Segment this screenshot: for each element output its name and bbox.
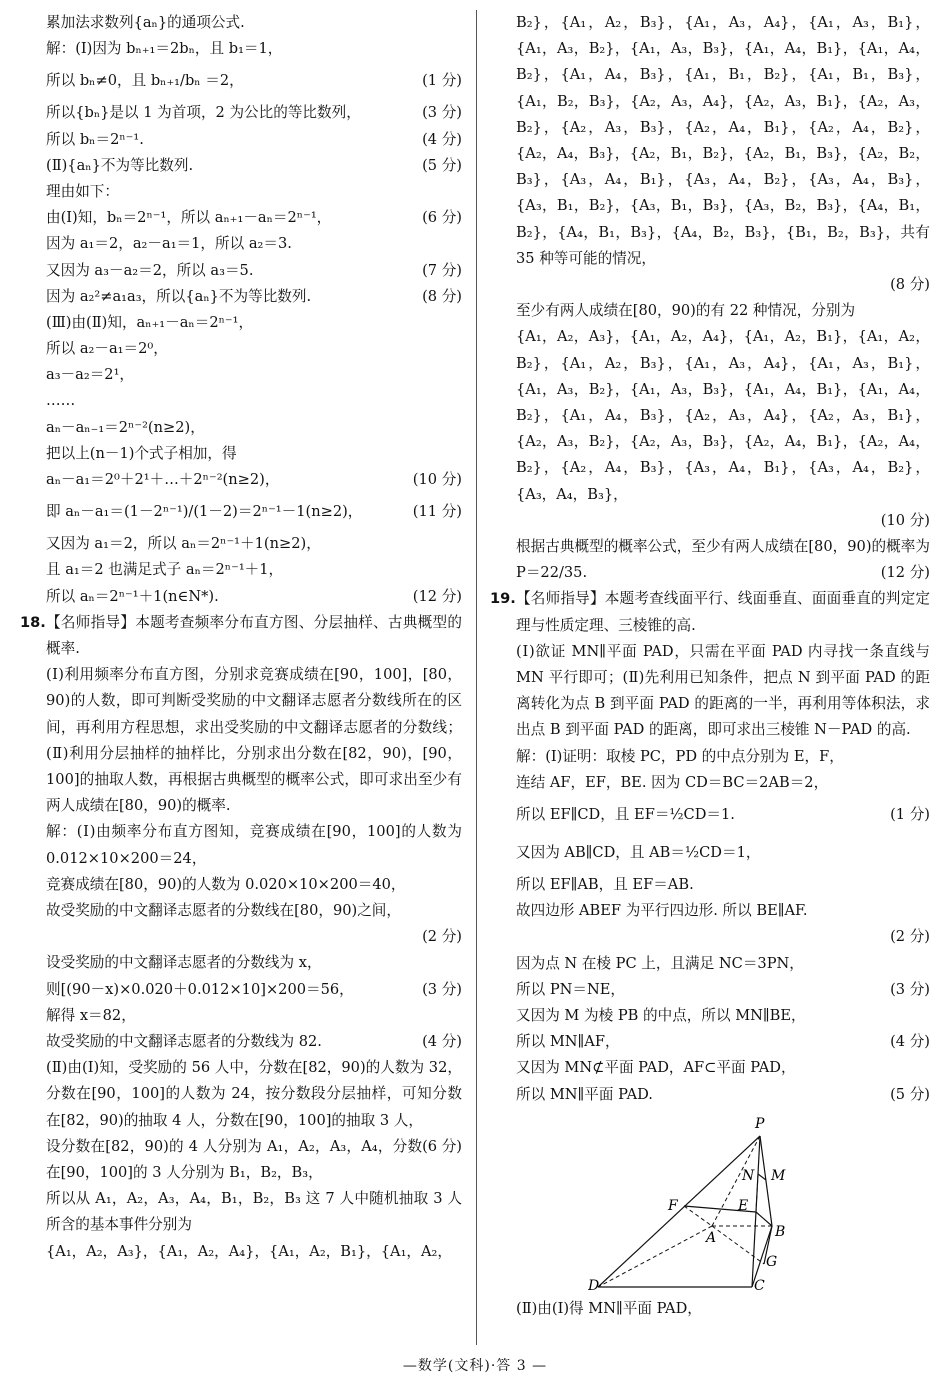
text-line [20, 1186, 462, 1238]
text-line [490, 639, 930, 744]
text-line [20, 100, 462, 126]
score-marker: (3 分) [890, 980, 930, 998]
text-line [490, 770, 930, 796]
text-line [490, 951, 930, 977]
text-line [20, 310, 462, 336]
text-line [20, 231, 462, 257]
line-text: 又因为 MN⊄平面 PAD，AF⊂平面 PAD， [516, 1059, 796, 1077]
text-line [20, 610, 462, 662]
segment-AG [712, 1226, 764, 1264]
line-text: 即 aₙ－a₁＝(1－2ⁿ⁻¹)/(1－2)＝2ⁿ⁻¹－1(n≥2)， [46, 503, 363, 521]
text-line [20, 531, 462, 557]
line-text: 根据古典概型的概率公式，至少有两人成绩在[80，90)的概率为 P＝22/35. [516, 538, 930, 582]
text-line [20, 179, 462, 205]
after-figure-line: (Ⅱ)由(Ⅰ)得 MN∥平面 PAD， [516, 1299, 702, 1317]
pyramid-figure [588, 1114, 788, 1292]
line-text: 理由如下： [46, 182, 119, 200]
line-text: 所以 bₙ＝2ⁿ⁻¹. [46, 130, 144, 148]
text-line [20, 258, 462, 284]
text-line [490, 272, 930, 298]
line-text: {A₁，A₂，A₃}，{A₁，A₂，A₄}，{A₁，A₂，B₁}，{A₁，A₂，B₂}，{A₁，A₂，B₃}，{A₁，A₃，A₄}，{A₁，A₃，B₁}，{A₁，A₃，B₂}，{A₁，A₃，B₃}，{A₁，A₄，B₁}，{A₁，A₄，B₂}，{A₁，A₄，B₃}，{A₂，A₃，A₄}，{A₂，A₃，B₁}，{A₂，A₃，B₂}，{A₂，A₃，B₃}，{A₂，A₄，B₁}，{A₂，A₄，B₂}，{A₂，A₄，B₃}，{A₃，A₄，B₁}，{A₃，A₄，B₂}，{A₃，A₄，B₃}， [516, 328, 930, 503]
line-text: 所以从 A₁，A₂，A₃，A₄，B₁，B₂，B₃ 这 7 人中随机抽取 3 人所含的基本事件分别为 [46, 1190, 462, 1234]
text-line [20, 977, 462, 1003]
text-line [490, 324, 930, 507]
text-line [20, 557, 462, 583]
line-text: 设受奖励的中文翻译志愿者的分数线为 x， [46, 954, 322, 972]
text-line [20, 415, 462, 441]
text-line [20, 205, 462, 231]
score-marker: (7 分) [422, 261, 462, 279]
line-text: 把以上(n－1)个式子相加，得 [46, 444, 237, 462]
text-line [490, 898, 930, 924]
column-divider [476, 10, 477, 1345]
line-text: 因为点 N 在棱 PC 上，且满足 NC＝3PN， [516, 954, 804, 972]
line-text: 又因为 a₁＝2，所以 aₙ＝2ⁿ⁻¹＋1(n≥2)， [46, 535, 321, 553]
line-text: 故四边形 ABEF 为平行四边形. 所以 BE∥AF. [516, 902, 808, 920]
label-M: M [771, 1167, 786, 1184]
score-marker: (10 分) [880, 511, 930, 529]
line-text: 解：(Ⅰ)证明：取棱 PC，PD 的中点分别为 E，F， [516, 747, 844, 765]
line-text: …… [46, 392, 76, 410]
line-text: 所以 EF∥CD，且 EF＝½CD＝1. [516, 806, 735, 824]
line-text: aₙ－a₁＝2⁰＋2¹＋…＋2ⁿ⁻²(n≥2)， [46, 471, 280, 488]
line-text: 又因为 M 为棱 PB 的中点，所以 MN∥BE， [516, 1006, 806, 1024]
right-column [490, 10, 930, 1322]
label-A: A [706, 1229, 717, 1246]
line-text: 由(Ⅰ)知，bₙ＝2ⁿ⁻¹，所以 aₙ₊₁－aₙ＝2ⁿ⁻¹， [46, 209, 332, 227]
line-text: 解：(Ⅰ)由频率分布直方图知，竞赛成绩在[90，100]的人数为 0.012×10×200＝24， [46, 823, 462, 867]
line-text: 所以 bₙ≠0，且 bₙ₊₁/bₙ ＝2， [46, 72, 244, 90]
score-marker: (12 分) [412, 587, 462, 605]
score-marker: (5 分) [422, 156, 462, 174]
line-text: 设分数在[82，90)的 4 人分别为 A₁，A₂，A₃，A₄，分数在[90，100]的 3 人分别为 B₁，B₂，B₃， [46, 1137, 423, 1181]
score-marker: (2 分) [890, 928, 930, 946]
score-marker: (11 分) [412, 503, 462, 521]
line-text: 所以{bₙ}是以 1 为首项，2 为公比的等比数列， [46, 104, 361, 122]
line-text: B₂}，{A₁，A₂，B₃}，{A₁，A₃，A₄}，{A₁，A₃，B₁}，{A₁，A₃，B₂}，{A₁，A₃，B₃}，{A₁，A₄，B₁}，{A₁，A₄，B₂}，{A₁，A₄，B₃}，{A₁，B₁，B₂}，{A₁，B₁，B₃}，{A₁，B₂，B₃}，{A₂，A₃，A₄}，{A₂，A₃，B₁}，{A₂，A₃，B₂}，{A₂，A₃，B₃}，{A₂，A₄，B₁}，{A₂，A₄，B₂}，{A₂，A₄，B₃}，{A₂，B₁，B₂}，{A₂，B₁，B₃}，{A₂，B₂，B₃}，{A₃，A₄，B₁}，{A₃，A₄，B₂}，{A₃，A₄，B₃}，{A₃，B₁，B₂}，{A₃，B₁，B₃}，{A₃，B₂，B₃}，{A₄，B₁，B₂}，{A₄，B₁，B₃}，{A₄，B₂，B₃}，{B₁，B₂，B₃}，共有 35 种等可能的情况， [516, 14, 930, 267]
text-line [20, 467, 462, 493]
text-line [20, 362, 462, 388]
line-text: 竞赛成绩在[80，90)的人数为 0.020×10×200＝40， [46, 875, 406, 893]
question-number: 18. [20, 613, 46, 631]
score-marker: (4 分) [890, 1033, 930, 1051]
line-text: 所以 MN∥平面 PAD. [516, 1085, 653, 1103]
label-F: F [668, 1197, 678, 1214]
text-line [490, 10, 930, 272]
text-line [20, 1003, 462, 1029]
line-text: 且 a₁＝2 也满足式子 aₙ＝2ⁿ⁻¹＋1， [46, 561, 284, 579]
line-text: (Ⅲ)由(Ⅱ)知，aₙ₊₁－aₙ＝2ⁿ⁻¹， [46, 313, 254, 331]
text-line [20, 388, 462, 414]
text-line [490, 1082, 930, 1108]
label-C: C [754, 1277, 765, 1292]
score-marker: (10 分) [412, 471, 462, 488]
text-line [490, 796, 930, 834]
line-text: 又因为 AB∥CD，且 AB＝½CD＝1， [516, 844, 761, 862]
text-line [20, 950, 462, 976]
text-line [20, 1055, 462, 1155]
text-line [20, 1134, 462, 1186]
score-marker: (6 分) [422, 209, 462, 227]
line-text: {A₁，A₂，A₃}，{A₁，A₂，A₄}，{A₁，A₂，B₁}，{A₁，A₂， [46, 1242, 452, 1260]
line-text: 连结 AF，EF，BE. 因为 CD＝BC＝2AB＝2， [516, 773, 829, 791]
line-text: 【名师指导】本题考查频率分布直方图、分层抽样、古典概型的概率. [46, 613, 462, 657]
question-number: 19. [490, 590, 516, 608]
label-N: N [742, 1167, 755, 1184]
edge-PD [598, 1136, 760, 1287]
text-line [490, 1029, 930, 1055]
text-line [490, 872, 930, 898]
text-line [490, 534, 930, 586]
line-text: 【名师指导】本题考查线面平行、线面垂直、面面垂直的判定定理与性质定理、三棱锥的高. [516, 590, 930, 634]
text-line [20, 441, 462, 467]
text-line [20, 153, 462, 179]
page-footer: —数学(文科)·答 3 — [402, 1358, 548, 1374]
score-marker: (3 分) [422, 104, 462, 122]
text-line [20, 1239, 462, 1265]
line-text: (Ⅰ)欲证 MN∥平面 PAD，只需在平面 PAD 内寻找一条直线与 MN 平行即可；(Ⅱ)先利用已知条件，把点 N 到平面 PAD 的距离转化为点 B 到平面 PAD 的距离的一半，再利用等体积法，求出点 B 到平面 PAD 的距离，即可求出三棱锥 N－PAD 的高. [516, 642, 930, 739]
line-text: 所以 PN＝NE， [516, 980, 626, 998]
score-marker: (4 分) [422, 1032, 462, 1050]
line-text: (Ⅱ)由(Ⅰ)知，受奖励的 56 人中，分数在[82，90)的人数为 32，分数在[90，100]的人数为 24，按分数段分层抽样，可知分数在[82，90)的抽取 4 人，分数在[90，100]的抽取 3 人， [46, 1059, 462, 1129]
left-column [20, 10, 462, 1265]
text-line [490, 508, 930, 534]
label-P: P [755, 1115, 765, 1132]
line-text: (Ⅰ)利用频率分布直方图，分别求竞赛成绩在[90，100]，[80，90)的人数，即可判断受奖励的中文翻译志愿者分数线所在的区间，再利用方程思想，求出受奖励的中文翻译志愿者的分数线；(Ⅱ)利用分层抽样的抽样比，分别求出分数在[82，90)，[90，100]的抽取人数，再根据古典概型的概率公式，即可求出至少有两人成绩在[80，90)的概率. [46, 666, 462, 815]
text-line [20, 819, 462, 871]
line-text: 所以 aₙ＝2ⁿ⁻¹＋1(n∈N*). [46, 587, 219, 605]
text-line [20, 10, 462, 36]
text-line [490, 834, 930, 872]
text-line [20, 127, 462, 153]
text-line [490, 924, 930, 950]
text-line [20, 336, 462, 362]
label-G: G [766, 1253, 778, 1270]
line-text: 因为 a₁＝2，a₂－a₁＝1，所以 a₂＝3. [46, 235, 292, 253]
score-marker: (2 分) [422, 928, 462, 946]
line-text: 累加法求数列{aₙ}的通项公式. [46, 14, 245, 31]
label-B: B [775, 1223, 786, 1240]
line-text: 解得 x＝82， [46, 1006, 136, 1024]
line-text: 所以 a₂－a₁＝2⁰， [46, 340, 168, 358]
line-text: 所以 EF∥AB，且 EF＝AB. [516, 876, 694, 894]
text-line [20, 284, 462, 310]
text-line [490, 744, 930, 770]
line-text: 解：(Ⅰ)因为 bₙ₊₁＝2bₙ，且 b₁＝1， [46, 40, 283, 58]
score-marker: (8 分) [890, 276, 930, 294]
text-line [490, 586, 930, 638]
label-D: D [588, 1277, 600, 1292]
text-line [490, 1003, 930, 1029]
segment-EB [756, 1212, 772, 1226]
segment-FA [684, 1206, 712, 1226]
score-marker: (12 分) [880, 564, 930, 582]
line-text: 至少有两人成绩在[80，90)的有 22 种情况，分别为 [516, 302, 856, 320]
text-line [20, 36, 462, 62]
line-text: aₙ－aₙ₋₁＝2ⁿ⁻²(n≥2)， [46, 418, 205, 436]
score-marker: (4 分) [422, 130, 462, 148]
line-text: 则[(90－x)×0.020＋0.012×10]×200＝56， [46, 980, 354, 998]
text-line [490, 977, 930, 1003]
score-marker: (8 分) [422, 287, 462, 305]
score-marker: (1 分) [422, 72, 462, 90]
edge-AD [598, 1226, 712, 1287]
text-line [20, 872, 462, 898]
text-line [20, 493, 462, 531]
score-marker: (3 分) [422, 980, 462, 998]
text-line [20, 924, 462, 950]
line-text: 故受奖励的中文翻译志愿者的分数线在[80，90)之间， [46, 901, 401, 919]
line-text: (Ⅱ){aₙ}不为等比数列. [46, 156, 194, 174]
line-text: a₃－a₂＝2¹， [46, 366, 135, 384]
text-line [20, 1029, 462, 1055]
text-line [20, 898, 462, 924]
text-line [490, 298, 930, 324]
text-line [20, 584, 462, 610]
line-text: 所以 MN∥AF， [516, 1033, 620, 1051]
score-marker: (6 分) [422, 1137, 462, 1155]
text-line [490, 1055, 930, 1081]
text-line [20, 62, 462, 100]
score-marker: (5 分) [890, 1085, 930, 1103]
label-E: E [738, 1197, 749, 1214]
line-text: 又因为 a₃－a₂＝2，所以 a₃＝5. [46, 261, 254, 279]
right-lines [490, 10, 930, 1108]
line-text: 故受奖励的中文翻译志愿者的分数线为 82. [46, 1032, 322, 1050]
line-text: 因为 a₂²≠a₁a₃，所以{aₙ}不为等比数列. [46, 287, 312, 305]
text-line [20, 662, 462, 819]
score-marker: (1 分) [890, 806, 930, 824]
